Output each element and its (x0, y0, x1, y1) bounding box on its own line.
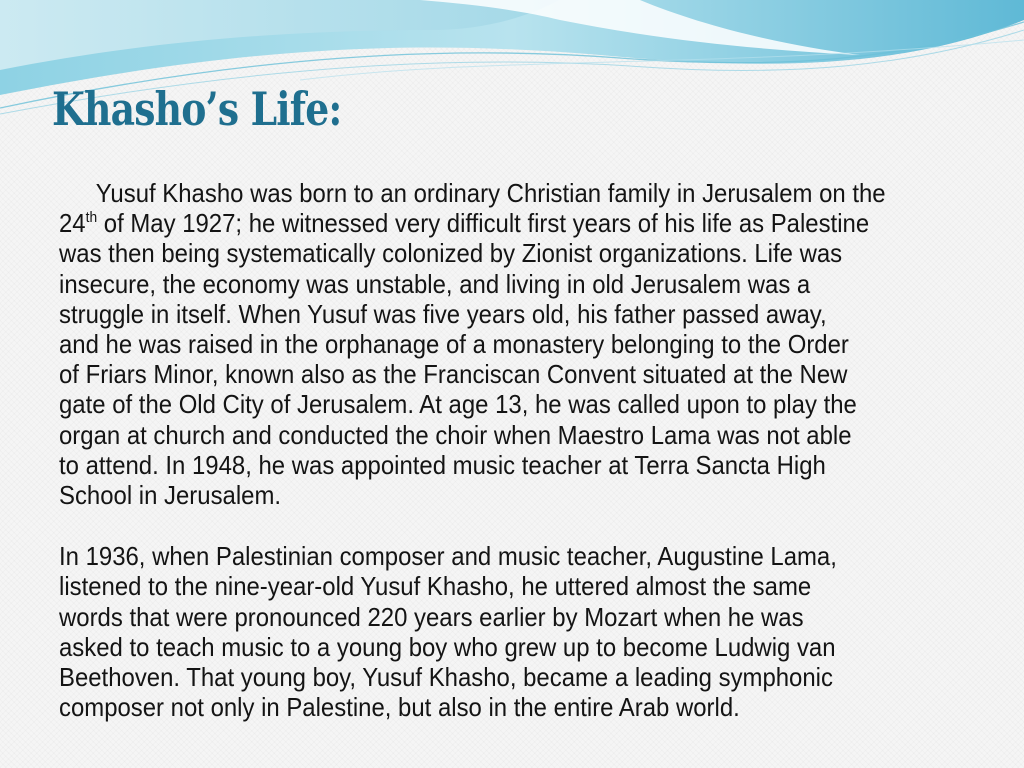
paragraph-line: insecure, the economy was unstable, and living in old Jerusalem was a (59, 268, 811, 299)
paragraph-biography (59, 178, 963, 510)
paragraph-line: of May 1927; he witnessed very difficult first years of his life as Palestine (97, 208, 870, 239)
slide-body (59, 178, 964, 722)
paragraph-line: listened to the nine-year-old Yusuf Khasho, he uttered almost the same (59, 571, 812, 602)
birth-day: 24 (59, 208, 86, 239)
paragraph-line: to attend. In 1948, he was appointed music teacher at Terra Sancta High (59, 449, 826, 480)
paragraph-line: Beethoven. That young boy, Yusuf Khasho, became a leading symphonic (59, 662, 833, 693)
paragraph-line: composer not only in Palestine, but also in the entire Arab world. (59, 692, 740, 723)
paragraph-line: struggle in itself. When Yusuf was five years old, his father passed away, (59, 298, 827, 329)
paragraph-line: Yusuf Khasho was born to an ordinary Christian family in Jerusalem on the (95, 178, 886, 208)
paragraph-line: organ at church and conducted the choir when Maestro Lama was not able (59, 419, 852, 450)
paragraph-line: was then being systematically colonized by Zionist organizations. Life was (59, 238, 843, 269)
paragraph-line: words that were pronounced 220 years earlier by Mozart when he was (59, 601, 804, 632)
paragraph-line: asked to teach music to a young boy who grew up to become Ludwig van (59, 631, 836, 662)
paragraph-line: School in Jerusalem. (59, 480, 282, 511)
paragraph-line: of Friars Minor, known also as the Franciscan Convent situated at the New (59, 359, 848, 390)
slide-title: Khasho’s Life: (52, 82, 342, 136)
paragraph-line: gate of the Old City of Jerusalem. At age 13, he was called upon to play the (59, 389, 857, 420)
paragraph-line: In 1936, when Palestinian composer and music teacher, Augustine Lama, (59, 541, 837, 572)
ordinal-suffix: th (85, 209, 98, 227)
paragraph-lama-anecdote (59, 541, 963, 722)
paragraph-line: and he was raised in the orphanage of a monastery belonging to the Order (59, 329, 849, 360)
